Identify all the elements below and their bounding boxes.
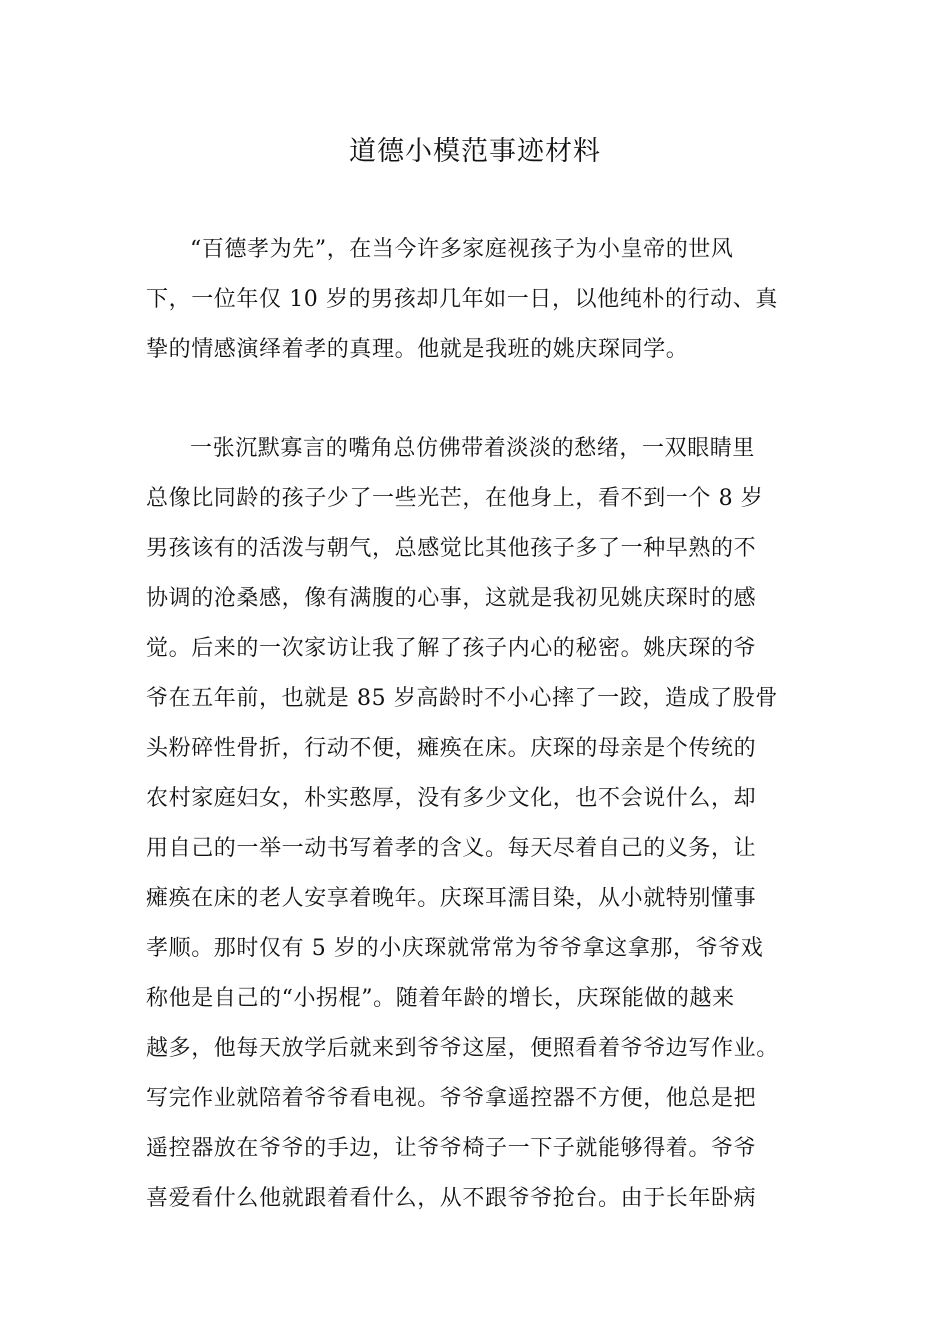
paragraph-line: 一张沉默寡言的嘴角总仿佛带着淡淡的愁绪，一双眼睛里: [190, 436, 756, 461]
paragraph-line: 下，一位年仅 10 岁的男孩却几年如一日，以他纯朴的行动、真: [146, 287, 778, 312]
paragraph-line: “百德孝为先”，在当今许多家庭视孩子为小皇帝的世风: [190, 237, 734, 262]
paragraph-line: 瘫痪在床的老人安享着晚年。庆琛耳濡目染，从小就特别懂事: [146, 886, 757, 911]
paragraph-line: 觉。后来的一次家访让我了解了孩子内心的秘密。姚庆琛的爷: [146, 636, 757, 661]
paragraph-line: 越多，他每天放学后就来到爷爷这屋，便照看着爷爷边写作业。: [146, 1036, 779, 1061]
paragraph-line: 协调的沧桑感，像有满腹的心事，这就是我初见姚庆琛时的感: [146, 586, 757, 611]
document-title: 道德小模范事迹材料: [349, 136, 601, 167]
paragraph-line: 称他是自己的“小拐棍”。随着年龄的增长，庆琛能做的越来: [146, 986, 735, 1011]
paragraph-line: 用自己的一举一动书写着孝的含义。每天尽着自己的义务，让: [146, 836, 757, 861]
paragraph-line: 农村家庭妇女，朴实憨厚，没有多少文化，也不会说什么，却: [146, 786, 757, 811]
paragraph-line: 头粉碎性骨折，行动不便，瘫痪在床。庆琛的母亲是个传统的: [146, 736, 757, 761]
paragraph-line: 写完作业就陪着爷爷看电视。爷爷拿遥控器不方便，他总是把: [146, 1086, 757, 1111]
paragraph-line: 喜爱看什么他就跟着看什么，从不跟爷爷抢台。由于长年卧病: [146, 1186, 757, 1211]
paragraph-line: 爷在五年前，也就是 85 岁高龄时不小心摔了一跤，造成了股骨: [146, 686, 778, 711]
paragraph-line: 男孩该有的活泼与朝气，总感觉比其他孩子多了一种早熟的不: [146, 536, 757, 561]
paragraph-line: 总像比同龄的孩子少了一些光芒，在他身上，看不到一个 8 岁: [146, 486, 764, 511]
paragraph-line: 挚的情感演绎着孝的真理。他就是我班的姚庆琛同学。: [146, 337, 689, 362]
paragraph-line: 遥控器放在爷爷的手边，让爷爷椅子一下子就能够得着。爷爷: [146, 1136, 757, 1161]
paragraph-line: 孝顺。那时仅有 5 岁的小庆琛就常常为爷爷拿这拿那，爷爷戏: [146, 936, 764, 961]
